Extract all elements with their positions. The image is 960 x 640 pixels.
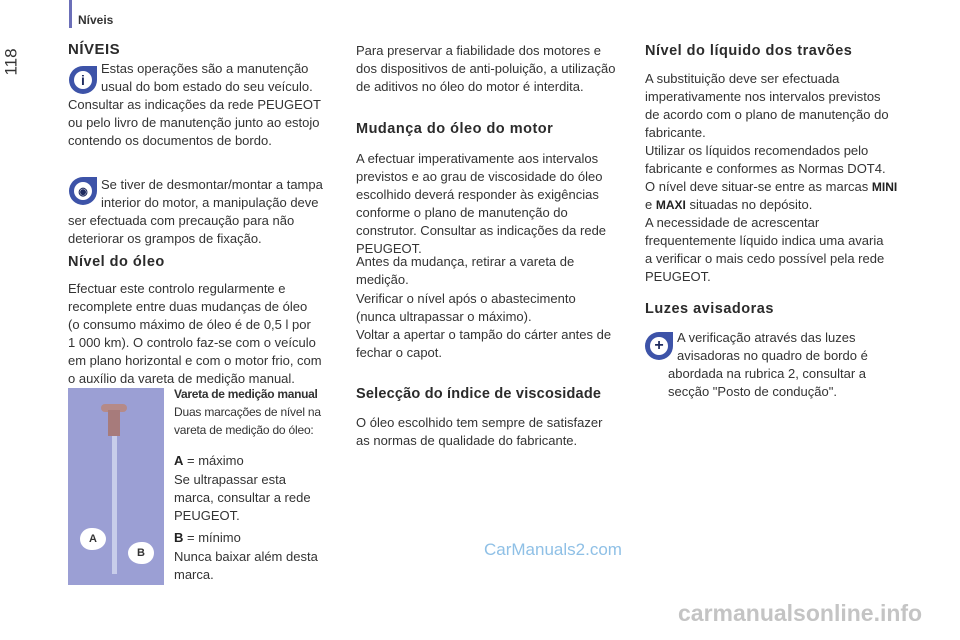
text-line: recomplete entre duas mudanças de óleo [68, 299, 308, 314]
text-line: usual do bom estado do seu veículo. [101, 79, 313, 94]
refit-text [356, 326, 611, 362]
dipstick-image [68, 388, 164, 585]
caution-text [101, 176, 323, 212]
text-line: imperativamente nos intervalos previstos [645, 89, 881, 104]
text-line: Efectuar este controlo regularmente e [68, 281, 286, 296]
text-line: medição. [356, 272, 409, 287]
header-rule [69, 0, 72, 28]
caution-text-cont [68, 212, 294, 248]
text-line: deteriorar os grampos de fixação. [68, 231, 262, 246]
heading-brake-fluid: Nível do líquido dos travões [645, 43, 853, 59]
text-line: marca, consultar a rede [174, 490, 311, 505]
info-text-cont [68, 96, 321, 150]
fluid-spec-text [645, 142, 886, 178]
text-line: construtor. Consultar as indicações da rede [356, 223, 607, 238]
text-line: de acordo com o plano de manutenção do [645, 107, 889, 122]
text-line: Se tiver de desmontar/montar a tampa [101, 177, 323, 192]
level-line-1 [645, 178, 897, 196]
text-line: a verificar o mais cedo possível pela rede [645, 251, 885, 266]
maxi-mark: MAXI [655, 198, 686, 212]
label-b: B [137, 547, 145, 559]
text-line: previstos e ao grau de viscosidade do óleo [356, 169, 603, 184]
section-title: Níveis [78, 13, 114, 27]
text-line: avisadoras no quadro de bordo é [677, 348, 868, 363]
level-text-2: e [645, 197, 656, 212]
text-line: O óleo escolhido tem sempre de satisfazer [356, 415, 603, 430]
text-line: Se ultrapassar esta [174, 472, 287, 487]
text-line: Estas operações são a manutenção [101, 61, 309, 76]
text-line: (nunca ultrapassar o máximo). [356, 309, 532, 324]
dipstick-rod [112, 436, 117, 574]
text-line: dos dispositivos de anti-poluição, a utilização [356, 61, 616, 76]
text-line: ou pelo livro de manutenção junto ao estojo [68, 115, 320, 130]
label-b-bubble [128, 542, 154, 564]
text-line: PEUGEOT. [645, 269, 711, 284]
text-line: escolhido deverá responder às exigências [356, 187, 599, 202]
key-a: A [174, 453, 184, 468]
text-line: contendo os documentos de bordo. [68, 133, 272, 148]
max-line [174, 452, 244, 470]
min-line [174, 529, 241, 547]
heading-oil-change: Mudança do óleo do motor [356, 121, 554, 137]
additives-text [356, 42, 615, 96]
min-desc [174, 548, 318, 584]
text-line: secção "Posto de condução". [668, 384, 837, 399]
max-text: = máximo [183, 453, 244, 468]
max-desc [174, 471, 311, 525]
plus-icon: + [645, 332, 673, 360]
check-text [356, 290, 576, 326]
replace-text [645, 70, 889, 142]
text-line: fechar o capot. [356, 345, 442, 360]
text-line: Voltar a apertar o tampão do cárter antes de [356, 327, 612, 342]
text-line: A efectuar imperativamente aos intervalos [356, 151, 599, 166]
oil-change-text [356, 150, 606, 258]
text-line: ser efectuada com precaução para não [68, 213, 295, 228]
lights-text-cont [668, 365, 866, 401]
info-text [101, 60, 313, 96]
text-line: Verificar o nível após o abastecimento [356, 291, 576, 306]
heading-warning-lights: Luzes avisadoras [645, 301, 774, 317]
dipstick-title: Vareta de medição manual [174, 387, 318, 401]
text-line: fabricante e conformes as Normas DOT4. [645, 161, 886, 176]
text-line: marca. [174, 567, 214, 582]
text-line: Antes da mudança, retirar a vareta de [356, 254, 575, 269]
viscosity-text [356, 414, 602, 450]
top-up-text [645, 214, 884, 286]
text-line: Nunca baixar além desta [174, 549, 318, 564]
label-a-bubble [80, 528, 106, 550]
oil-level-text [68, 280, 322, 388]
min-text: = mínimo [183, 530, 241, 545]
text-line: A verificação através das luzes [677, 330, 856, 345]
eye-icon: ◉ [69, 177, 97, 205]
text-line: Utilizar os líquidos recomendados pelo [645, 143, 869, 158]
text-line: A necessidade de acrescentar [645, 215, 820, 230]
level-line-2 [645, 196, 812, 214]
mini-mark: MINI [871, 180, 898, 194]
key-b: B [174, 530, 184, 545]
text-line: A substituição deve ser efectuada [645, 71, 840, 86]
text-line: conforme o plano de manutenção do [356, 205, 568, 220]
text-line: frequentemente líquido indica uma avaria [645, 233, 884, 248]
info-icon: i [69, 66, 97, 94]
watermark-footer: carmanualsonline.info [678, 600, 923, 626]
title-niveis: NÍVEIS [68, 41, 121, 58]
text-line: Para preservar a fiabilidade dos motores e [356, 43, 601, 58]
text-line: PEUGEOT. [174, 508, 240, 523]
label-a: A [89, 533, 97, 545]
dipstick-grip [108, 410, 120, 436]
text-line: vareta de medição do óleo: [174, 423, 314, 437]
watermark-center: CarManuals2.com [484, 540, 622, 559]
text-line: em plano horizontal e com o motor frio, com [68, 353, 322, 368]
level-text: O nível deve situar-se entre as marcas [645, 179, 872, 194]
text-line: as normas de qualidade do fabricante. [356, 433, 578, 448]
text-line: (o consumo máximo de óleo é de 0,5 l por [68, 317, 311, 332]
heading-viscosity: Selecção do índice de viscosidade [356, 386, 602, 402]
text-line: 1 000 km). O controlo faz-se com o veículo [68, 335, 316, 350]
page-number: 118 [1, 48, 21, 76]
lights-text [677, 329, 868, 365]
text-line: abordada na rubrica 2, consultar a [668, 366, 867, 381]
text-line: fabricante. [645, 125, 706, 140]
text-line: Duas marcações de nível na [174, 405, 321, 419]
dipstick-desc [174, 403, 321, 439]
text-line: PEUGEOT. [356, 241, 422, 256]
text-line: interior do motor, a manipulação deve [101, 195, 319, 210]
level-text-3: situadas no depósito. [685, 197, 813, 212]
text-line: Consultar as indicações da rede PEUGEOT [68, 97, 321, 112]
text-line: de aditivos no óleo do motor é interdita. [356, 79, 584, 94]
text-line: o auxílio da vareta de medição manual. [68, 371, 295, 386]
before-text [356, 253, 574, 289]
heading-oil-level: Nível do óleo [68, 254, 165, 270]
